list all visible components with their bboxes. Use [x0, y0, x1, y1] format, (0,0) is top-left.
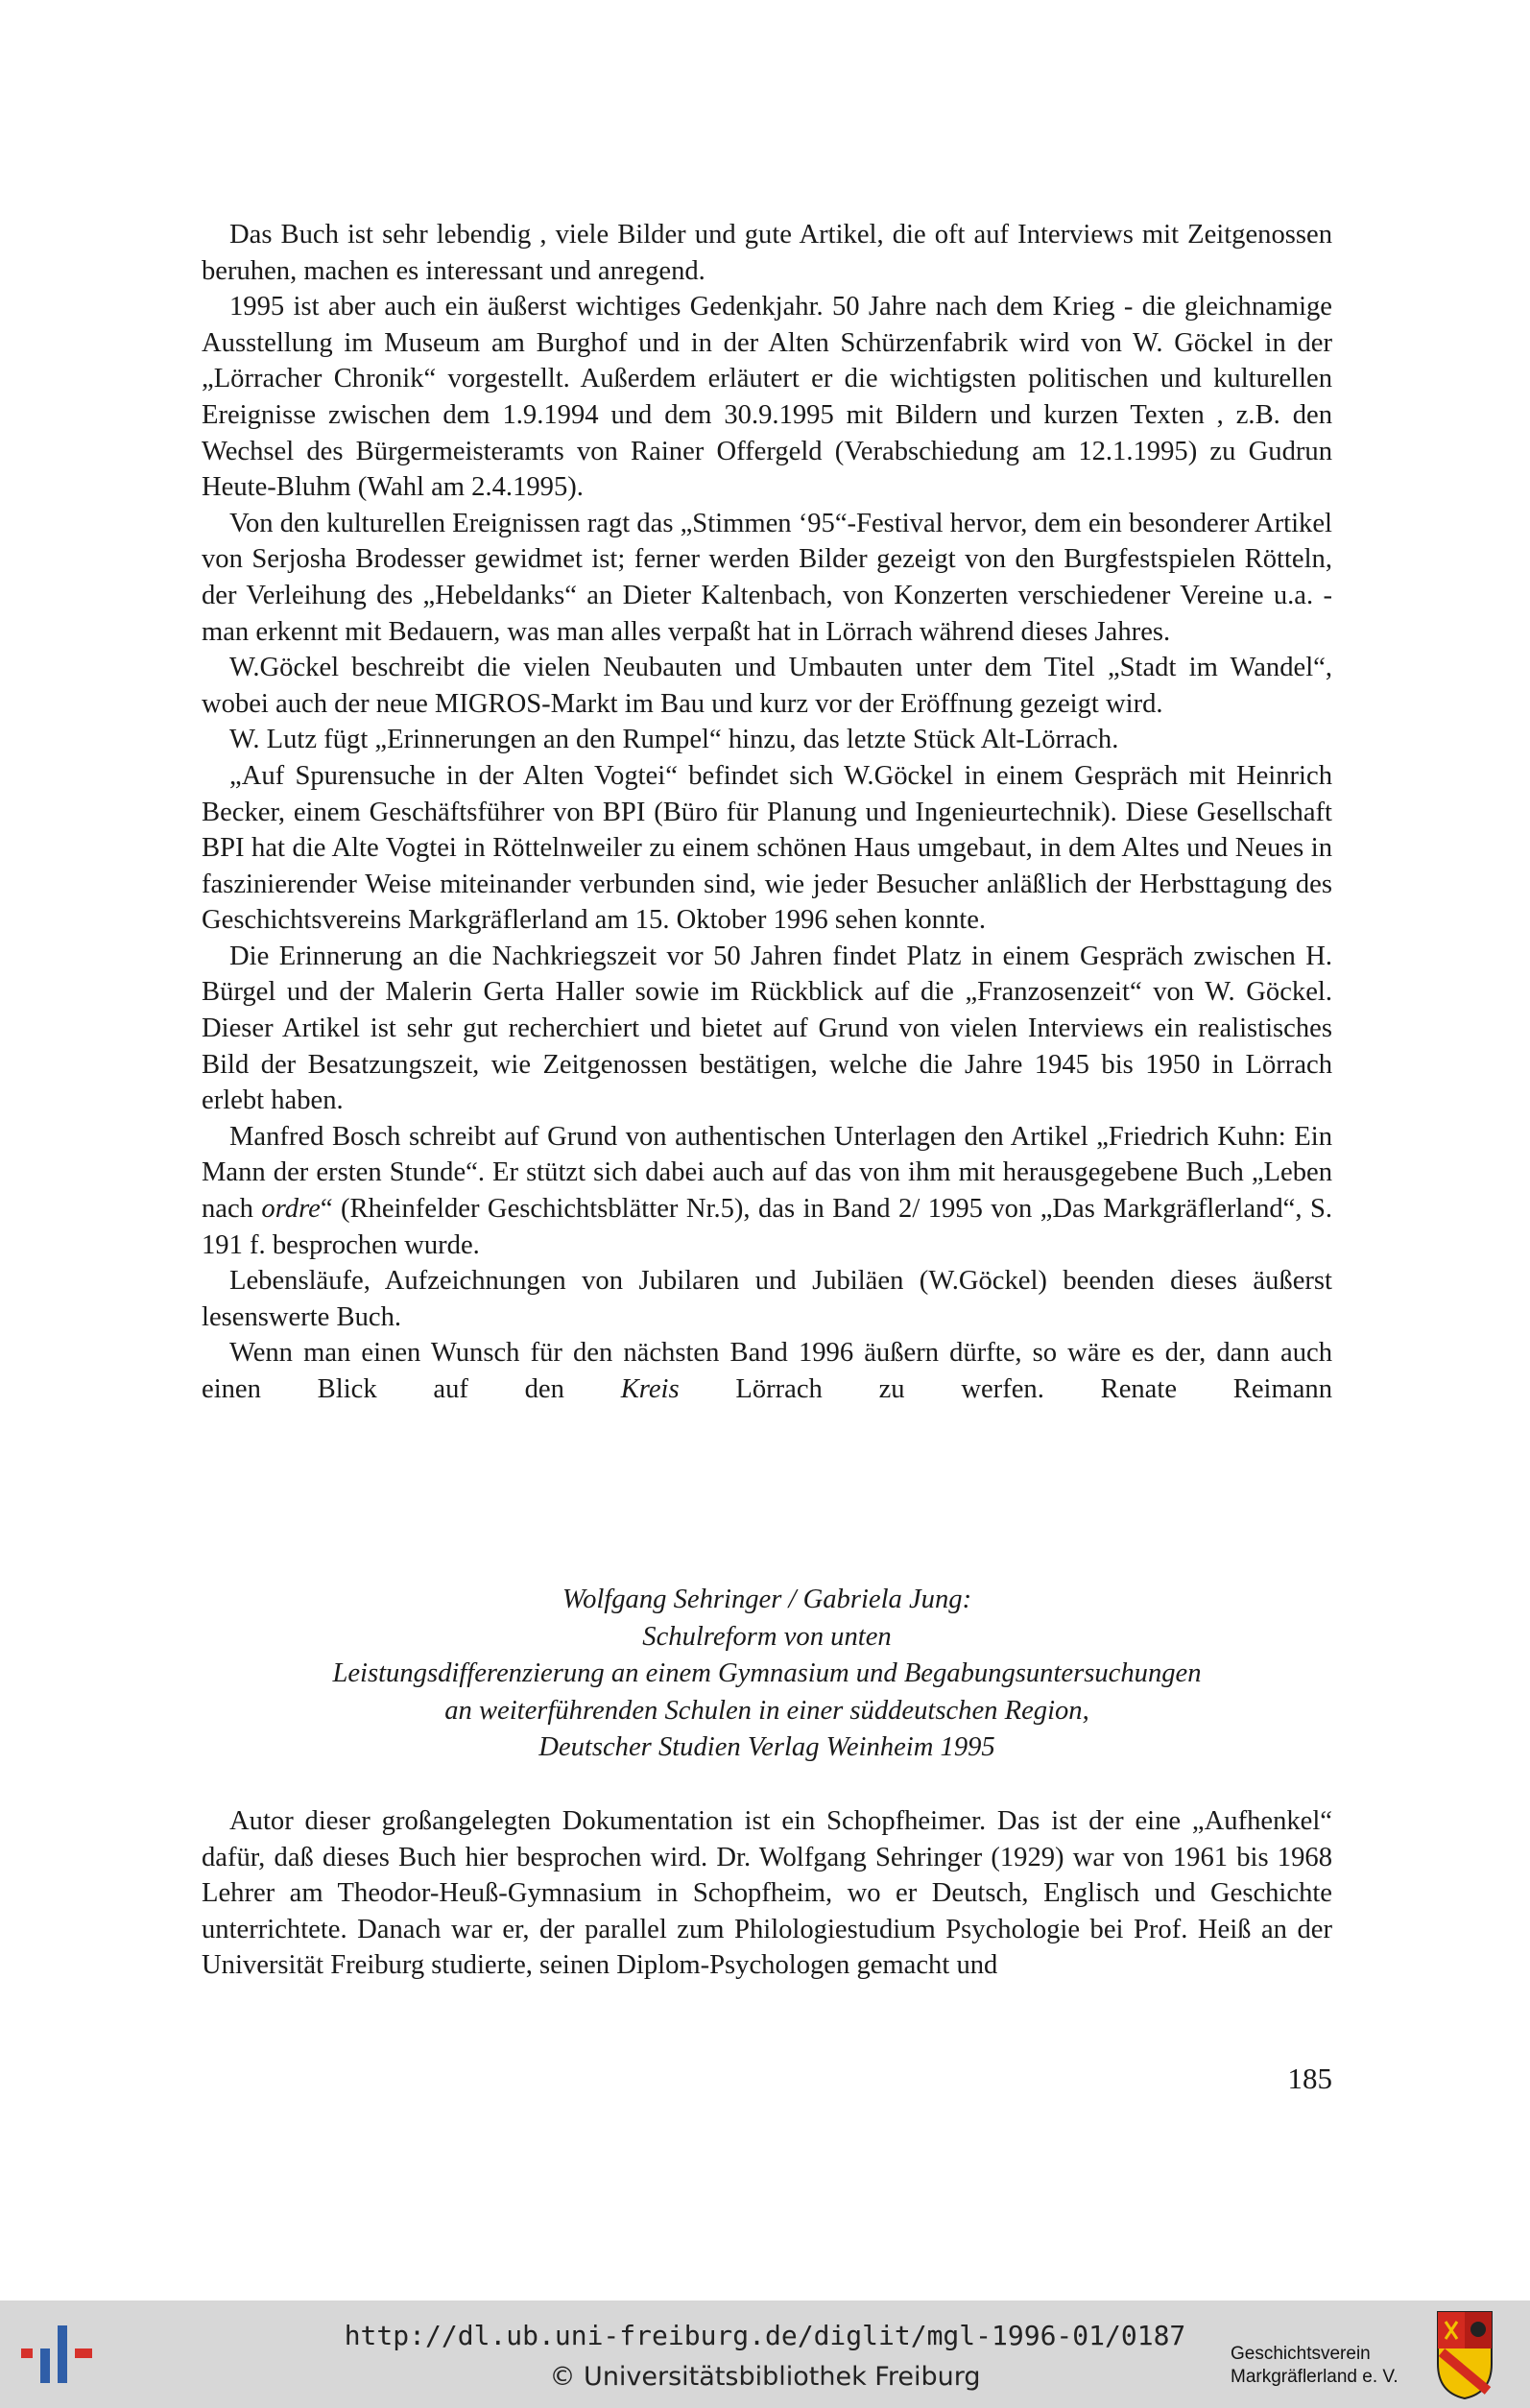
review-2: [202, 1803, 1332, 1984]
document-url[interactable]: http://dl.ub.uni-freiburg.de/diglit/mgl-1996-01/0187: [344, 2320, 1186, 2351]
footer-bar: [0, 2301, 1530, 2408]
paragraph: Lebensläufe, Aufzeichnungen von Jubilaren und Jubiläen (W.Göckel) beenden dieses äußerst lesenswerte Buch.: [202, 1266, 1332, 1332]
paragraph: Autor dieser großangelegten Dokumentation ist ein Schopfheimer. Das ist der eine „Aufhenkel“ dafür, daß dieses Buch hier besprochen wird. Dr. Wolfgang Sehringer (1929) war von 1961 bis 1968 Lehrer am Theodor-Heuß-Gymnasium in Schopfheim, wo er Deutsch, Englisch und Geschichte unterrichtete. Danach war er, der parallel zum Philologiestudium Psychologie bei Prof. Heiß an der Universität Freiburg studierte, seinen Diplom-Psychologen gemacht und: [202, 1806, 1332, 1981]
text-segment: “ (Rheinfelder Geschichtsblätter Nr.5), das in Band 2/ 1995 von „Das Markgräflerland“, S. 191 f. besprochen wurde.: [202, 1194, 1332, 1260]
society-name-line: Markgräflerland e. V.: [1231, 2367, 1399, 2387]
paragraph: Die Erinnerung an die Nachkriegszeit vor 50 Jahren findet Platz in einem Gespräch zwischen H. Bürgel und der Malerin Gerta Haller sowie im Rückblick auf die „Franzosenzeit“ von W. Göckel. Dieser Artikel ist sehr gut recherchiert und bietet auf Grund von vielen Interviews ein realistisches Bild der Besatzungszeit, wie Zeitgenossen bestätigen, welche die Jahre 1945 bis 1950 in Lörrach erlebt haben.: [202, 941, 1332, 1116]
book-subtitle: an weiterführenden Schulen in einer süddeutschen Region,: [444, 1695, 1089, 1726]
book-publisher: Deutscher Studien Verlag Weinheim 1995: [538, 1732, 995, 1763]
review-2-header: [202, 1582, 1332, 1767]
paragraph: W. Lutz fügt „Erinnerungen an den Rumpel“ hinzu, das letzte Stück Alt-Lörrach.: [229, 725, 1119, 755]
paragraph: „Auf Spurensuche in der Alten Vogtei“ befindet sich W.Göckel in einem Gespräch mit Heinrich Becker, einem Geschäftsführer von BPI (Büro für Planung und Ingenieurtechnik). Diese Gesellschaft BPI hat die Alte Vogtei in Röttelnweiler zu einem schönen Haus umgebaut, in dem Altes und Neues in faszinierender Weise miteinander verbunden sind, wie jeder Besucher anläßlich der Herbsttagung des Geschichtsvereins Markgräflerland am 15. Oktober 1996 sehen konnte.: [202, 760, 1332, 936]
book-subtitle: Leistungsdifferenzierung an einem Gymnasium und Begabungsuntersuchungen: [332, 1658, 1202, 1689]
paragraph: Das Buch ist sehr lebendig , viele Bilder und gute Artikel, die oft auf Interviews mit Zeitgenossen beruhen, machen es interessant und anregend.: [202, 220, 1332, 286]
page-number: 185: [1287, 2062, 1332, 2095]
coat-of-arms-icon: [1436, 2310, 1494, 2400]
paragraph: 1995 ist aber auch ein äußerst wichtiges Gedenkjahr. 50 Jahre nach dem Krieg - die gleichnamige Ausstellung im Museum am Burghof und in der Alten Schürzenfabrik wird von W. Göckel in der „Lörracher Chronik“ vorgestellt. Außerdem erläutert er die wichtigsten politischen und kulturellen Ereignisse zwischen dem 1.9.1994 und dem 30.9.1995 mit Bildern und kurzen Texten , z.B. den Wechsel des Bürgermeisteramts von Rainer Offergeld (Verabschiedung am 12.1.1995) zu Gudrun Heute-Bluhm (Wahl am 2.4.1995).: [202, 292, 1332, 503]
society-name: [1231, 2343, 1442, 2389]
review-1: [202, 217, 1332, 1408]
book-authors: Wolfgang Sehringer / Gabriela Jung:: [562, 1585, 972, 1614]
italic-word: ordre: [261, 1194, 321, 1225]
text-segment: Lörrach zu werfen.: [679, 1374, 1044, 1404]
copyright-notice: © Universitätsbibliothek Freiburg: [549, 2362, 981, 2392]
reviewer-signature: Renate Reimann: [1100, 1374, 1332, 1404]
italic-word: Kreis: [620, 1374, 680, 1404]
paragraph: W.Göckel beschreibt die vielen Neubauten und Umbauten unter dem Titel „Stadt im Wandel“, wobei auch der neue MIGROS-Markt im Bau und kurz vor der Eröffnung gezeigt wird.: [202, 653, 1332, 719]
paragraph-wish: [202, 1335, 1332, 1407]
book-title: Schulreform von unten: [642, 1621, 892, 1652]
text-segment: Wenn man einen Wunsch für den nächsten Band 1996 äußern dürfte, so wäre es der, dann auch einen Blick auf den: [202, 1338, 1332, 1404]
paragraph-bosch: [202, 1119, 1332, 1263]
paragraph: Von den kulturellen Ereignissen ragt das „Stimmen ‘95“-Festival hervor, dem ein besonderer Artikel von Serjosha Brodesser gewidmet ist; ferner werden Bilder gezeigt von den Burgfestspielen Rötteln, der Verleihung des „Hebeldanks“ an Dieter Kaltenbach, von Konzerten verschiedener Vereine u.a. - man erkennt mit Bedauern, was man alles verpaßt hat in Lörrach während dieses Jahres.: [202, 508, 1332, 647]
society-name-line: Geschichtsverein: [1231, 2344, 1371, 2364]
text-segment: Manfred Bosch schreibt auf Grund von authentischen Unterlagen den Artikel „Friedrich Kuhn: Ein Mann der ersten Stunde“. Er stützt sich dabei auch auf das von ihm mit herausgegebene Buch „Leben nach: [202, 1121, 1332, 1225]
